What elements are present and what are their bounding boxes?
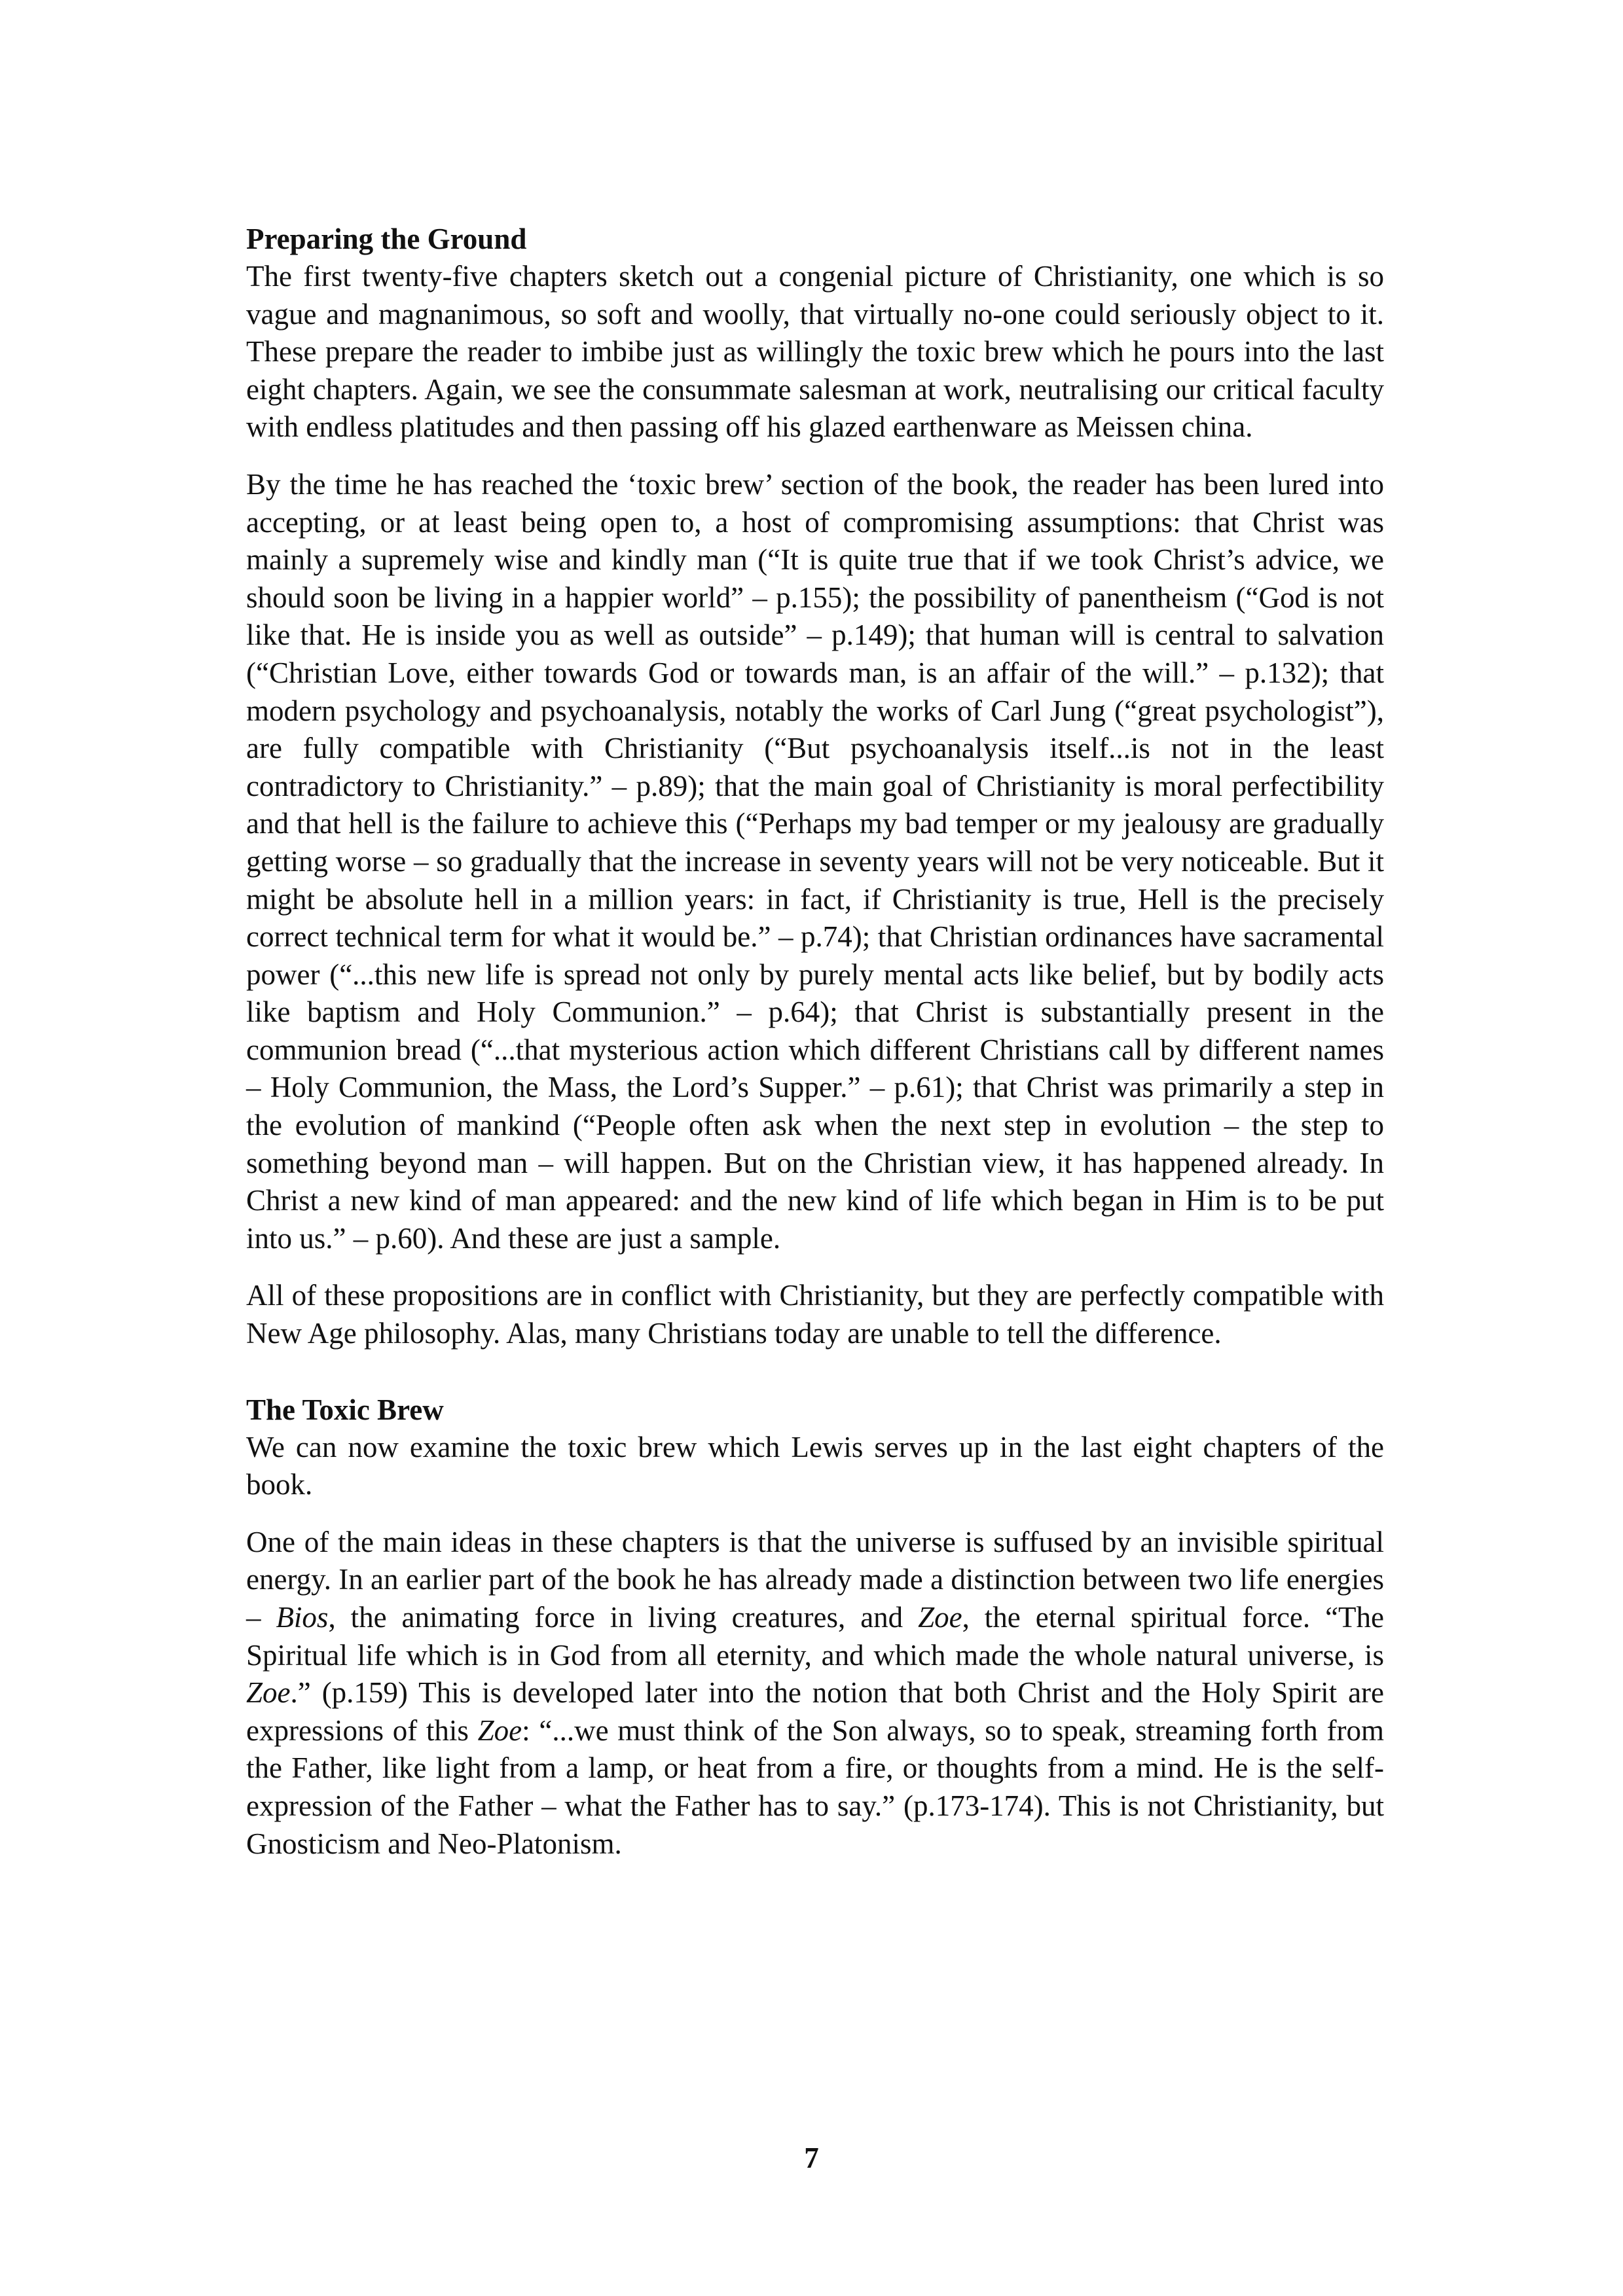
section-heading-the-toxic-brew: The Toxic Brew [246, 1393, 444, 1426]
section-heading-preparing-the-ground: Preparing the Ground [246, 223, 527, 255]
paragraph: All of these propositions are in conflict with Christianity, but they are perfectly compatible with New Age philosophy. Alas, many Christians today are unable to tell the difference. [246, 1279, 1384, 1350]
paragraph-with-italic-terms [246, 1524, 1384, 1863]
text-run: : “...we must think of the Son always, so to speak, streaming forth from the Father, like light from a lamp, or heat from a fire, or thoughts from a mind. He is the self-expression of the Father – what the Father has to say.” (p.173-174). This is not Christianity, but Gnosticism and Neo-Platonism. [246, 1713, 1384, 1860]
italic-term-zoe: Zoe [918, 1601, 962, 1634]
italic-term-bios: Bios [276, 1601, 329, 1634]
italic-term-zoe: Zoe [477, 1713, 522, 1747]
text-run: , the animating force in living creatures, and [328, 1601, 919, 1634]
text-run: , the eternal spiritual force. “The Spiritual life which is in God from all eternity, and which made the whole natural universe, is [246, 1601, 1385, 1672]
paragraph: The first twenty-five chapters sketch out a congenial picture of Christianity, one which is so vague and magnanimous, so soft and woolly, that virtually no-one could seriously object to it. These prepare the reader to imbibe just as willingly the toxic brew which he pours into the last eight chapters. Again, we see the consummate salesman at work, neutralising our critical faculty with endless platitudes and then passing off his glazed earthenware as Meissen china. [246, 260, 1384, 444]
italic-term-zoe: Zoe [246, 1676, 291, 1710]
text-run: .” (p.159) This is developed later into the notion that both Christ and the Holy Spirit are expressions of this [246, 1676, 1384, 1747]
page-number: 7 [804, 2142, 819, 2174]
text-run: One of the main ideas in these chapters is that the universe is suffused by an invisible spiritual energy. In an earlier part of the book he has already made a distinction between two life energies – [246, 1525, 1384, 1634]
paragraph: By the time he has reached the ‘toxic brew’ section of the book, the reader has been lured into accepting, or at least being open to, a host of compromising assumptions: that Christ was mainly a supremely wise and kindly man (“It is quite true that if we took Christ’s advice, we should soon be living in a happier world” – p.155); the possibility of panentheism (“God is not like that. He is inside you as well as outside” – p.149); that human will is central to salvation (“Christian Love, either towards God or towards man, is an affair of the will.” – p.132); that modern psychology and psychoanalysis, notably the works of Carl Jung (“great psychologist”), are fully compatible with Christianity (“But psychoanalysis itself...is not in the least contradictory to Christianity.” – p.89); that the main goal of Christianity is moral perfectibility and that hell is the failure to achieve this (“Perhaps my bad temper or my jealousy are gradually getting worse – so gradually that the increase in seventy years will not be very noticeable. But it might be absolute hell in a million years: in fact, if Christianity is true, Hell is the precisely correct technical term for what it would be.” – p.74); that Christian ordinances have sacramental power (“...this new life is spread not only by purely mental acts like belief, but by bodily acts like baptism and Holy Communion.” – p.64); that Christ is substantially present in the communion bread (“...that mysterious action which different Christians call by different names – Holy Communion, the Mass, the Lord’s Supper.” – p.61); that Christ was primarily a step in the evolution of mankind (“People often ask when the next step in evolution – the step to something beyond man – will happen. But on the Christian view, it has happened already. In Christ a new kind of man appeared: and the new kind of life which began in Him is to be put into us.” – p.60). And these are just a sample. [246, 467, 1384, 1255]
paragraph: We can now examine the toxic brew which Lewis serves up in the last eight chapters of the book. [246, 1430, 1384, 1501]
section-spacer [246, 1372, 1384, 1391]
document-body [246, 220, 1384, 1882]
